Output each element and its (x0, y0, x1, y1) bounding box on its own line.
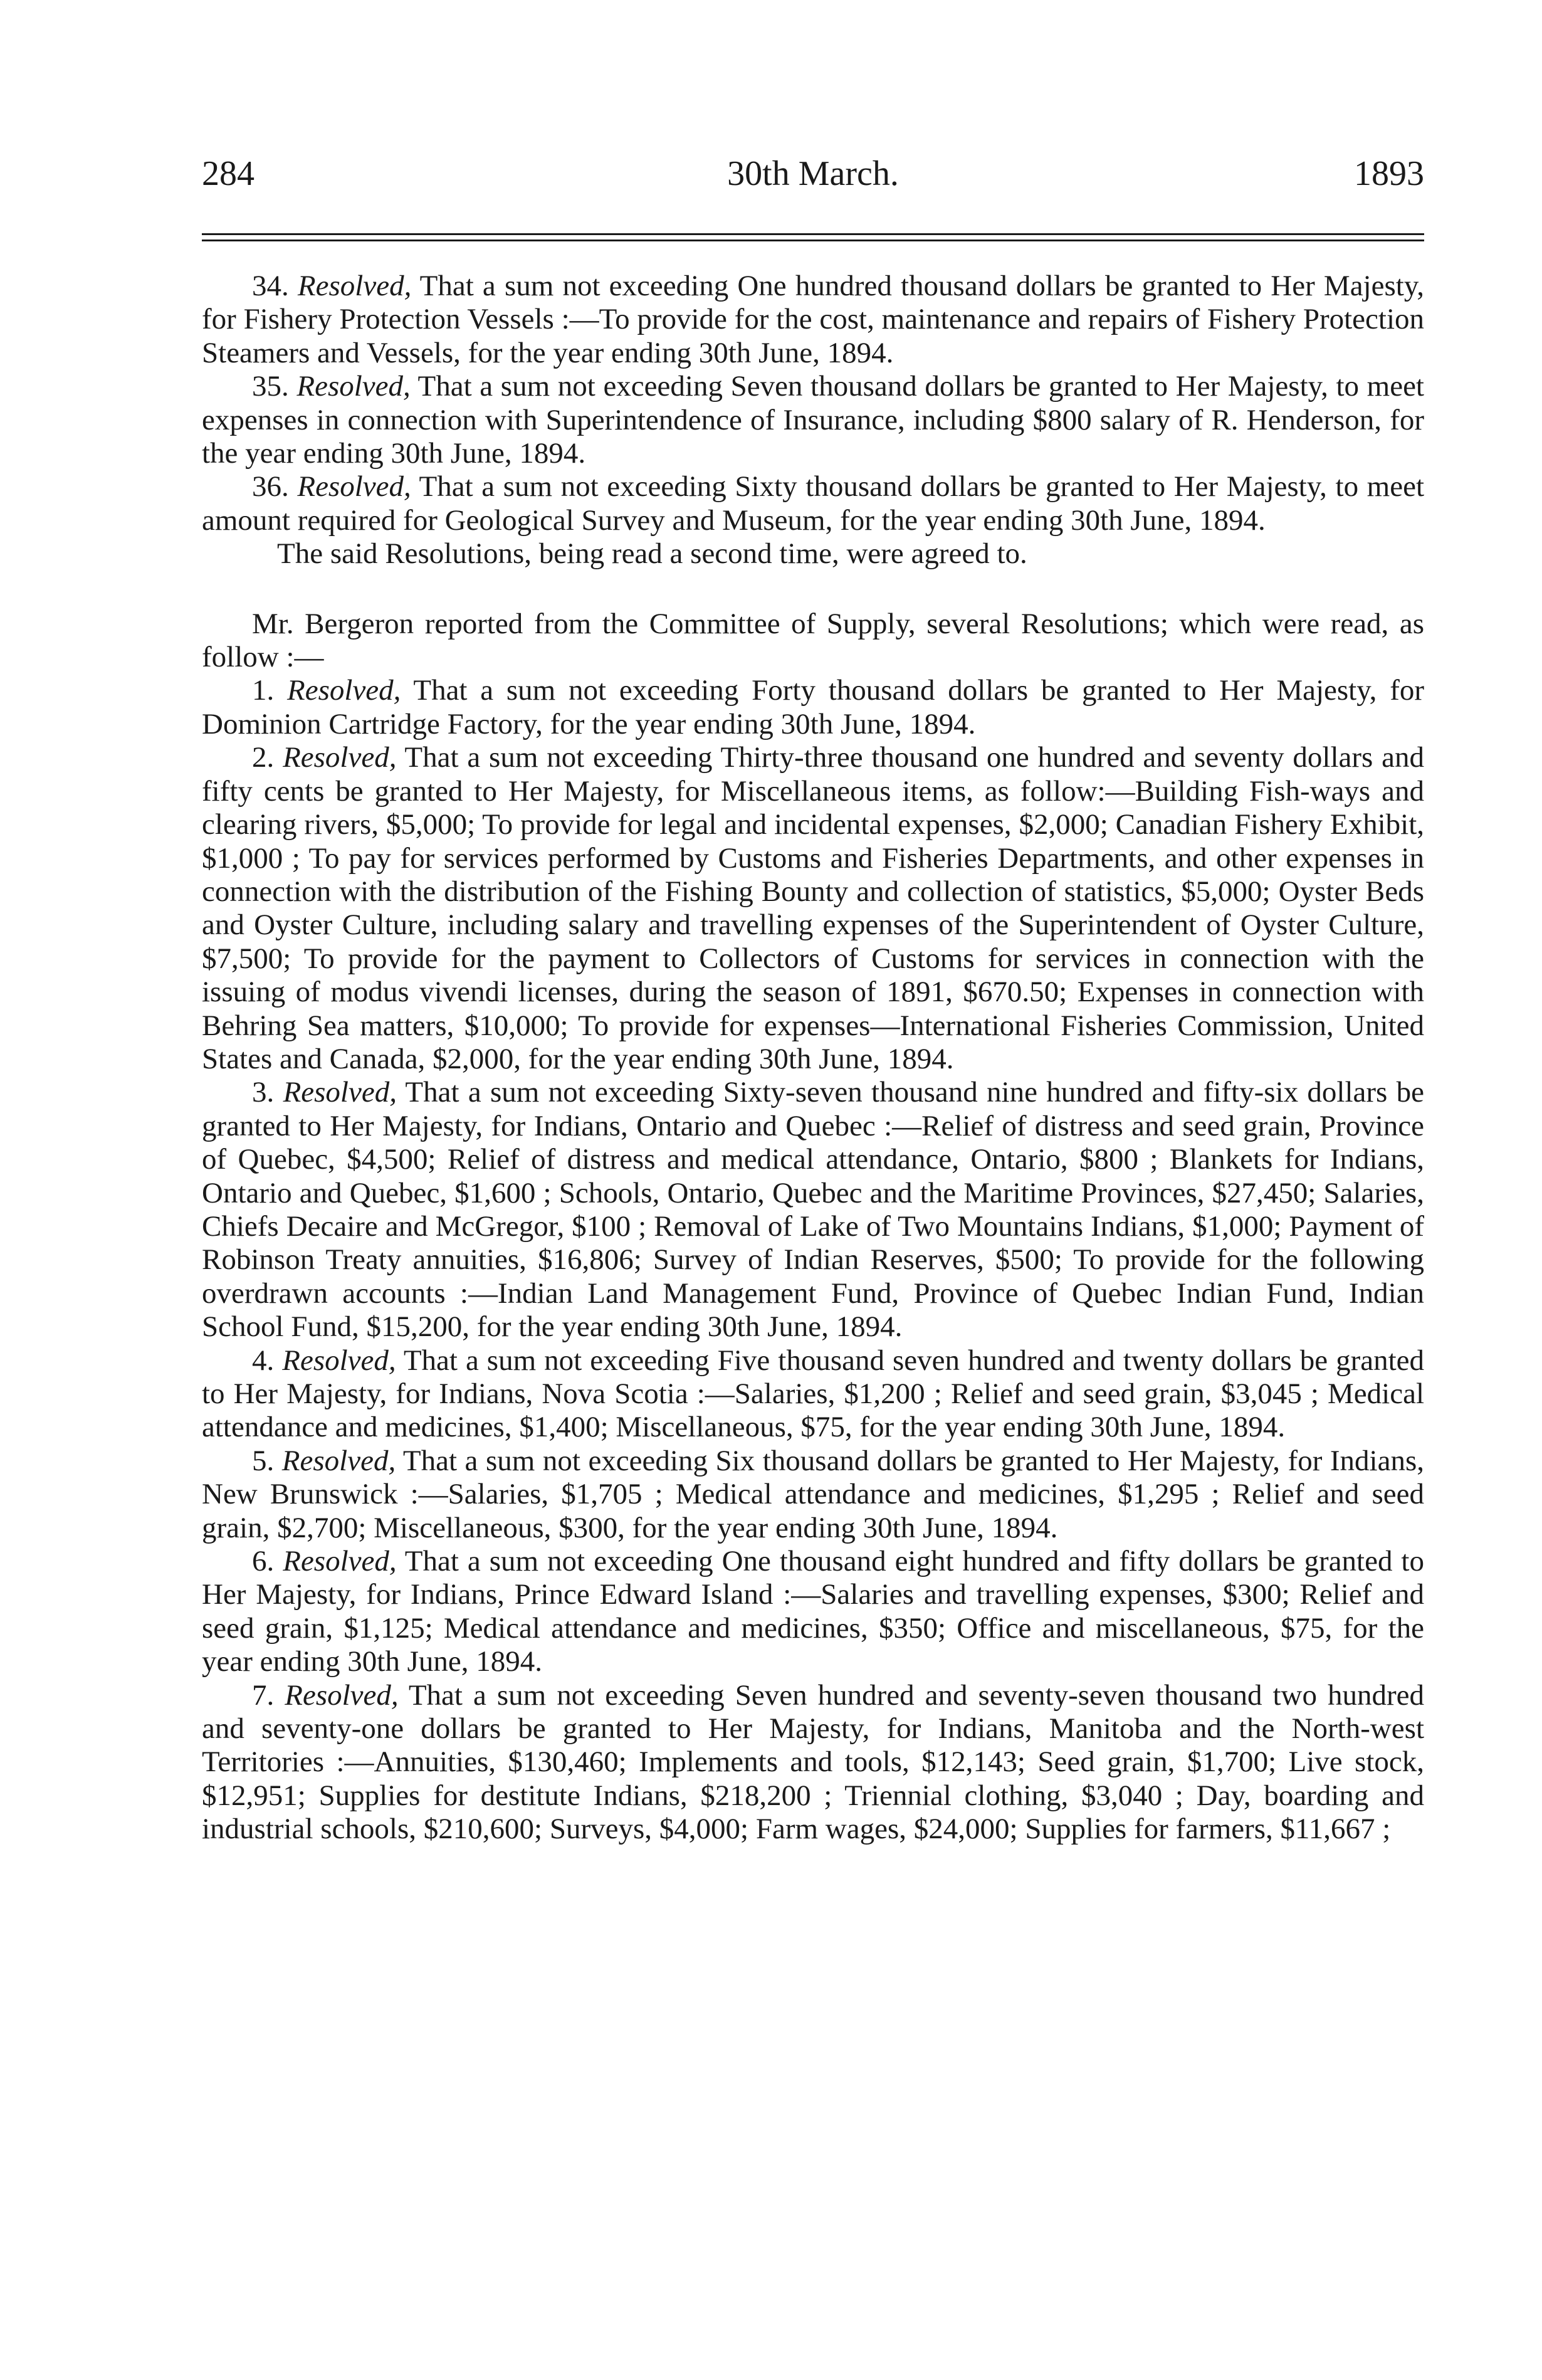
paragraph-number: 34. (252, 270, 289, 302)
resolution-3 (202, 1076, 1424, 1344)
paragraph-number: 35. (252, 370, 289, 403)
resolved-lead: Resolved, (283, 1076, 397, 1109)
resolution-7 (202, 1679, 1424, 1846)
resolved-lead: Resolved, (282, 1344, 396, 1377)
paragraph-number: 6. (252, 1545, 275, 1578)
resolved-lead: Resolved, (283, 1545, 397, 1578)
page-date: 30th March. (727, 154, 899, 193)
paragraph-text: That a sum not exceeding Sixty-seven thousand nine hundred and fifty-six dollars be granted to Her Majesty, for Indians, Ontario and Quebec :—Relief of distress and seed grain, Province of Quebec, $4,500; Relief of distress and medical attendance, Ontario, $800 ; Blankets for Indians, Ontario and Quebec, $1,600 ; Schools, Ontario, Quebec and the Maritime Provinces, $27,450; Salaries, Chiefs Decaire and McGregor, $100 ; Removal of Lake of Two Mountains Indians, $1,000; Payment of Robinson Treaty annuities, $16,806; Survey of Indian Reserves, $500; To provide for the following overdrawn accounts :—Indian Land Management Fund, Province of Quebec Indian Fund, Indian School Fund, $15,200, for the year ending 30th June, 1894. (202, 1076, 1424, 1344)
paragraph-number: 4. (252, 1344, 275, 1377)
paragraph-text: That a sum not exceeding Seven thousand dollars be granted to Her Majesty, to meet expenses in connection with Superintendence of Insurance, including $800 salary of R. Henderson, for the year ending 30th June, 1894. (202, 370, 1424, 470)
paragraph-number: 7. (252, 1678, 275, 1712)
paragraph-text: That a sum not exceeding Seven hundred and seventy-seven thousand two hundred and seventy-one dollars be granted to Her Majesty, for Indians, Manitoba and the North-west Territories :—Annuities, $130,460; Implements and tools, $12,143; Seed grain, $1,700; Live stock, $12,951; Supplies for destitute Indians, $218,200 ; Triennial clothing, $3,040 ; Day, boarding and industrial schools, $210,600; Surveys, $4,000; Farm wages, $24,000; Supplies for farmers, $11,667 ; (202, 1678, 1425, 1846)
paragraph-number: 5. (252, 1444, 275, 1477)
resolved-lead: Resolved, (296, 370, 411, 403)
page-number: 284 (202, 154, 254, 193)
resolution-4 (202, 1344, 1424, 1445)
paragraph-text: That a sum not exceeding One hundred thousand dollars be granted to Her Majesty, for Fishery Protection Vessels :—To provide for the cost, maintenance and repairs of Fishery Protection Steamers and Vessels, for the year ending 30th June, 1894. (202, 270, 1425, 369)
paragraph-text: That a sum not exceeding Thirty-three thousand one hundred and seventy dollars and fifty cents be granted to Her Majesty, for Miscellaneous items, as follow:—Building Fish-ways and clearing rivers, $5,000; To provide for legal and incidental expenses, $2,000; Canadian Fishery Exhibit, $1,000 ; To pay for services performed by Customs and Fisheries Departments, and other expenses in connection with the distribution of the Fishing Bounty and collection of statistics, $5,000; Oyster Beds and Oyster Culture, including salary and travelling expenses of the Superintendent of Oyster Culture, $7,500; To provide for the payment to Collectors of Customs for services in connection with the issuing of modus vivendi licenses, during the season of 1891, $670.50; Expenses in connection with Behring Sea matters, $10,000; To provide for expenses—International Fisheries Commission, United States and Canada, $2,000, for the year ending 30th June, 1894. (202, 741, 1425, 1075)
header-rule-top (202, 233, 1424, 235)
paragraph-number: 2. (252, 741, 275, 774)
resolved-lead: Resolved, (281, 1444, 396, 1477)
paragraph-number: 36. (252, 470, 289, 503)
resolution-2 (202, 741, 1424, 1076)
resolved-lead: Resolved, (297, 270, 412, 302)
section-gap (202, 571, 1424, 608)
resolution-1 (202, 674, 1424, 741)
header-rule-bottom (202, 240, 1424, 241)
page-year: 1893 (1354, 154, 1424, 193)
resolved-lead: Resolved, (287, 674, 401, 707)
paragraph-text: Mr. Bergeron reported from the Committee of Supply, several Resolutions; which were read, as follow :— (202, 607, 1424, 674)
document-body (202, 270, 1424, 1846)
paragraph-number: 1. (252, 674, 275, 707)
paragraph-text: That a sum not exceeding Five thousand seven hundred and twenty dollars be granted to Her Majesty, for Indians, Nova Scotia :—Salaries, $1,200 ; Relief and seed grain, $3,045 ; Medical attendance and medicines, $1,400; Miscellaneous, $75, for the year ending 30th June, 1894. (202, 1344, 1425, 1444)
agreed-paragraph (202, 537, 1424, 571)
resolution-6 (202, 1545, 1424, 1679)
resolved-lead: Resolved, (297, 470, 411, 503)
paragraph-text: That a sum not exceeding One thousand eight hundred and fifty dollars be granted to Her Majesty, for Indians, Prince Edward Island :—Salaries and travelling expenses, $300; Relief and seed grain, $1,125; Medical attendance and medicines, $350; Office and miscellaneous, $75, for the year ending 30th June, 1894. (202, 1545, 1424, 1678)
paragraph-text: That a sum not exceeding Sixty thousand dollars be granted to Her Majesty, to meet amount required for Geological Survey and Museum, for the year ending 30th June, 1894. (202, 470, 1425, 537)
paragraph-text: That a sum not exceeding Forty thousand dollars be granted to Her Majesty, for Dominion Cartridge Factory, for the year ending 30th June, 1894. (202, 674, 1425, 740)
resolved-lead: Resolved, (285, 1678, 399, 1712)
resolved-lead: Resolved, (283, 741, 397, 774)
resolution-5 (202, 1445, 1424, 1545)
paragraph-text: The said Resolutions, being read a second time, were agreed to. (277, 537, 1027, 571)
paragraph-text: That a sum not exceeding Six thousand dollars be granted to Her Majesty, for Indians, New Brunswick :—Salaries, $1,705 ; Medical attendance and medicines, $1,295 ; Relief and seed grain, $2,700; Miscellaneous, $300, for the year ending 30th June, 1894. (202, 1444, 1425, 1544)
paragraph-34 (202, 270, 1424, 370)
paragraph-number: 3. (252, 1076, 275, 1109)
paragraph-36 (202, 470, 1424, 537)
report-intro (202, 608, 1424, 675)
paragraph-35 (202, 370, 1424, 470)
page-header (202, 145, 1424, 202)
